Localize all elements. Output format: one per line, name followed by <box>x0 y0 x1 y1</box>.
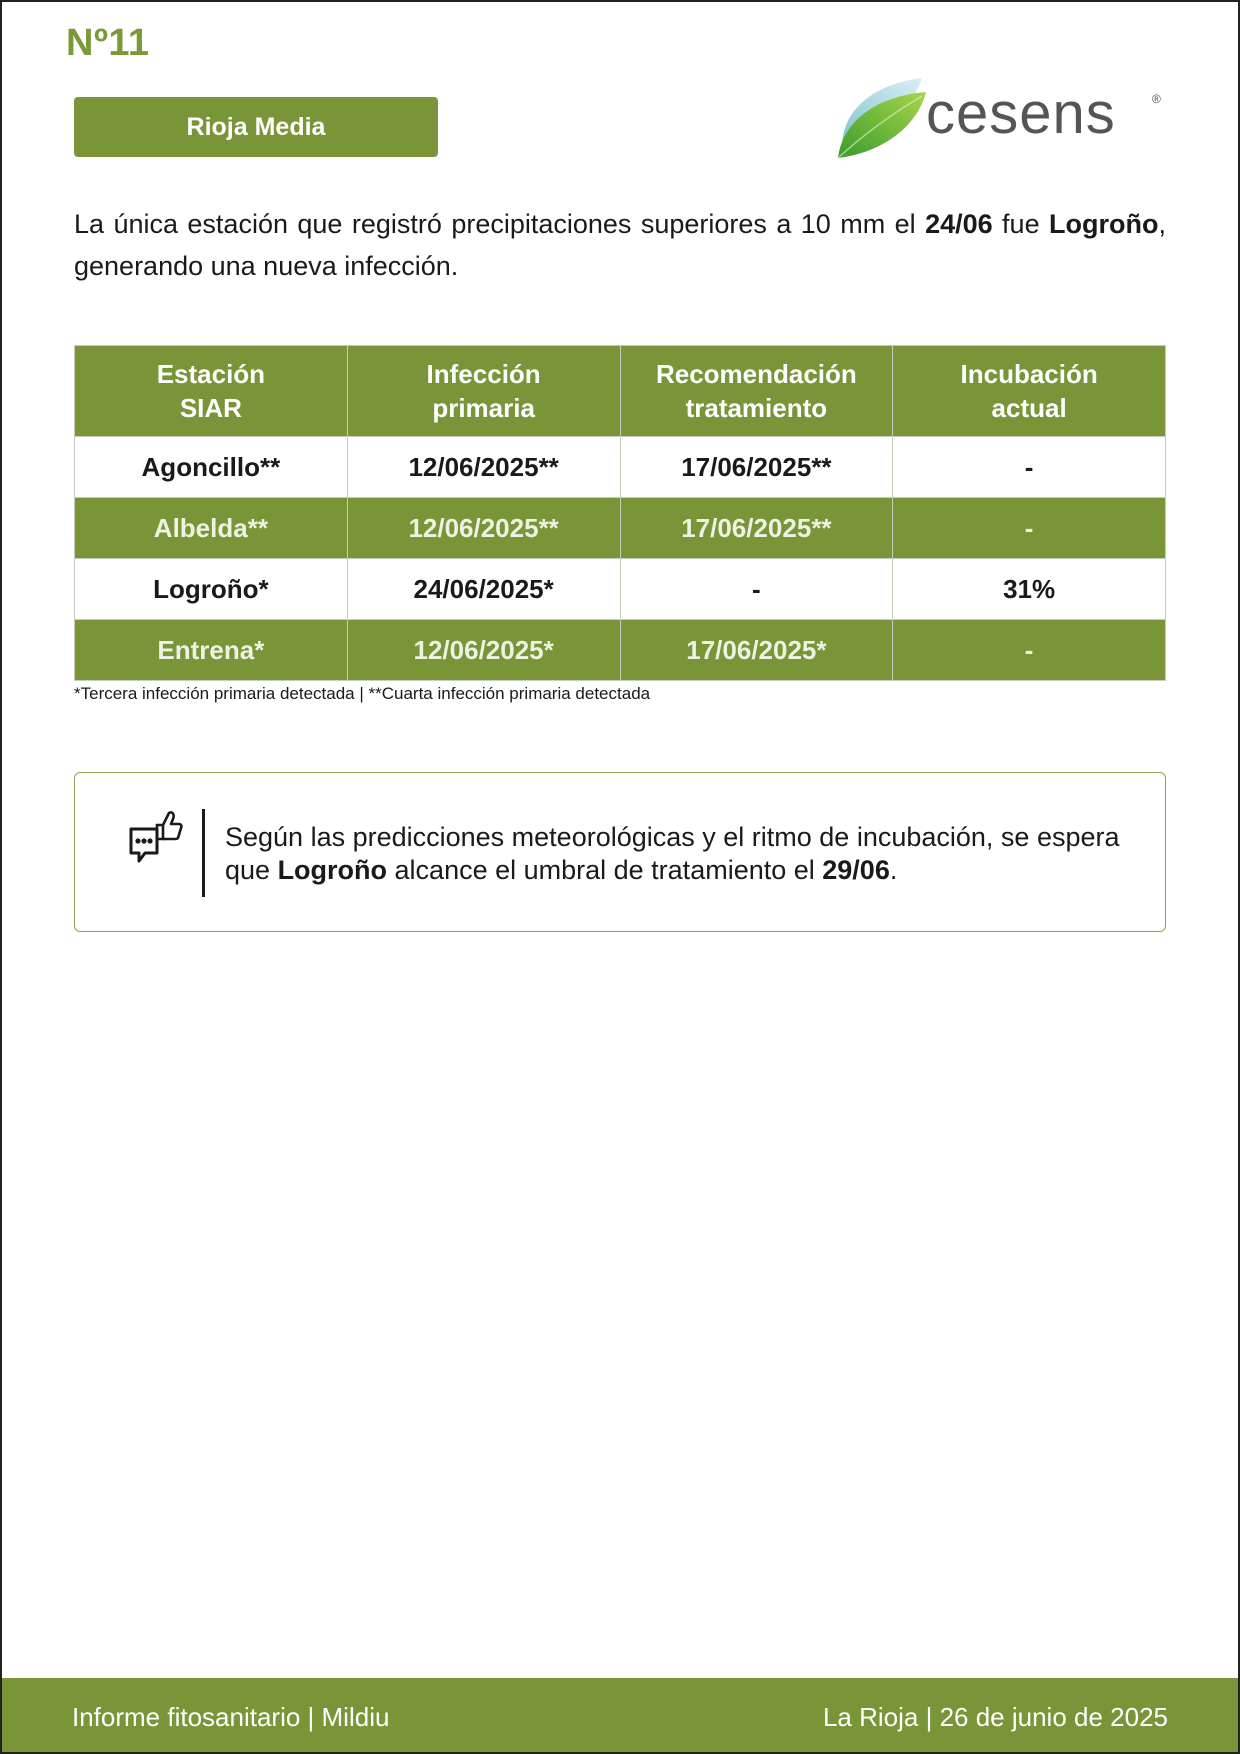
table-footnote: *Tercera infección primaria detectada | **Cuarta infección primaria detectada <box>74 684 651 703</box>
footer-location-date: La Rioja | 26 de junio de 2025 <box>822 1702 1168 1732</box>
footer-report-title: Informe fitosanitario | Mildiu <box>72 1702 390 1732</box>
header-primary-infection: Infección primaria <box>347 346 620 437</box>
footer-bar <box>0 1678 1240 1754</box>
intro-station: Logroño <box>1049 209 1159 239</box>
table-header-row <box>75 346 1166 437</box>
table-row <box>75 437 1166 498</box>
cesens-logo <box>834 74 1174 164</box>
region-badge <box>74 97 438 157</box>
registered-mark: ® <box>1152 92 1161 106</box>
intro-text-1: La única estación que registró precipitaciones superiores a 10 mm el <box>74 209 926 239</box>
cell-primary: 24/06/2025* <box>347 559 620 620</box>
logo-wordmark: cesens <box>926 81 1116 146</box>
region-label: Rioja Media <box>186 112 326 141</box>
header-station: Estación SIAR <box>75 346 348 437</box>
header-incubation: Incubación actual <box>893 346 1166 437</box>
cell-treatment: - <box>620 559 893 620</box>
cell-primary: 12/06/2025** <box>347 498 620 559</box>
table-row <box>75 498 1166 559</box>
cell-incubation: - <box>893 620 1166 681</box>
intro-paragraph <box>74 203 1166 287</box>
intro-text-2: fue <box>992 209 1050 239</box>
callout-divider <box>202 809 205 897</box>
stations-table <box>74 345 1166 681</box>
header-treatment: Recomendación tratamiento <box>620 346 893 437</box>
cell-primary: 12/06/2025* <box>347 620 620 681</box>
callout-text: Según las predicciones meteorológicas y el ritmo de incubación, se espera que Logroño alcance el umbral de tratamiento el 29/06. <box>225 822 1120 885</box>
cell-treatment: 17/06/2025** <box>620 498 893 559</box>
issue-number: Nº11 <box>66 22 150 64</box>
cell-incubation: 31% <box>893 559 1166 620</box>
cell-treatment: 17/06/2025** <box>620 437 893 498</box>
cell-station: Agoncillo** <box>75 437 348 498</box>
cell-incubation: - <box>893 437 1166 498</box>
table-row <box>75 620 1166 681</box>
leaf-icon <box>834 74 934 164</box>
cell-station: Logroño* <box>75 559 348 620</box>
intro-date: 24/06 <box>925 209 993 239</box>
cell-station: Albelda** <box>75 498 348 559</box>
cell-primary: 12/06/2025** <box>347 437 620 498</box>
cell-treatment: 17/06/2025* <box>620 620 893 681</box>
callout-date: 29/06 <box>822 855 890 885</box>
forecast-callout <box>74 772 1166 932</box>
cell-incubation: - <box>893 498 1166 559</box>
intro-text-3: , generando una nueva infección. <box>74 209 1166 281</box>
chat-thumbs-up-icon <box>127 807 183 869</box>
callout-station: Logroño <box>277 855 388 885</box>
cell-station: Entrena* <box>75 620 348 681</box>
table-row <box>75 559 1166 620</box>
